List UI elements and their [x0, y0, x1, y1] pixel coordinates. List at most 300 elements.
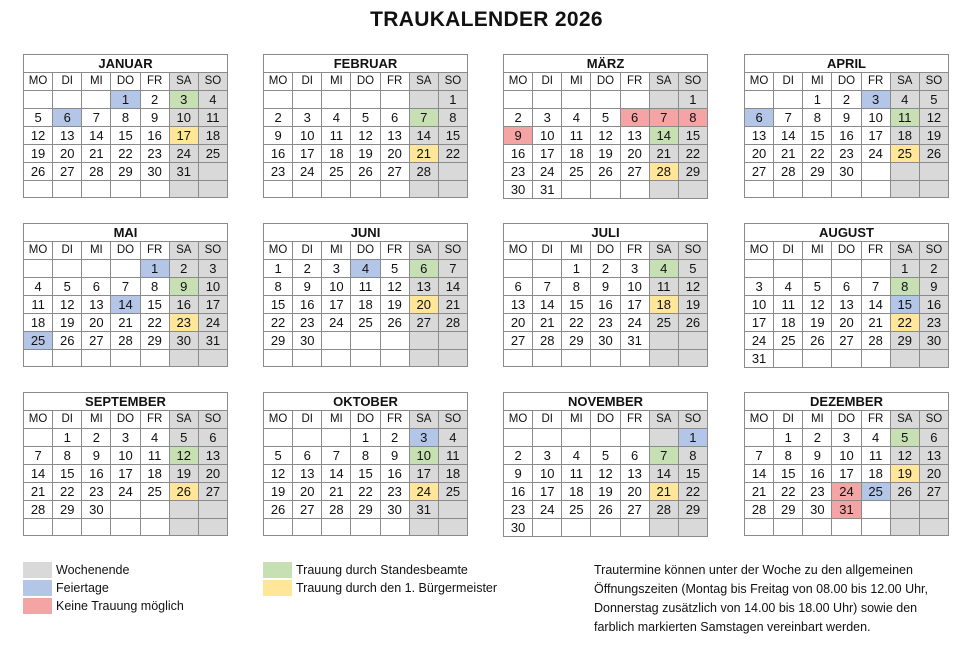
legend-label-holiday: Feiertage: [56, 581, 109, 595]
empty-cell: [198, 163, 227, 181]
weekday-header: SO: [678, 242, 707, 260]
day-cell: 27: [504, 332, 533, 350]
empty-cell: [649, 429, 678, 447]
month-7: [503, 223, 708, 367]
day-cell: 3: [409, 429, 438, 447]
day-cell: 2: [803, 429, 832, 447]
day-cell: 26: [53, 332, 82, 350]
legend-swatch-no-wedding: [23, 598, 52, 614]
day-cell: 21: [322, 483, 351, 501]
day-cell: 14: [745, 465, 774, 483]
day-cell: 10: [620, 278, 649, 296]
day-cell: 31: [533, 181, 562, 199]
empty-cell: [861, 350, 890, 368]
empty-cell: [678, 519, 707, 537]
day-cell: 1: [111, 91, 140, 109]
weekday-header: MO: [745, 242, 774, 260]
day-cell: 18: [562, 145, 591, 163]
empty-cell: [24, 519, 53, 536]
weekday-header: SA: [409, 411, 438, 429]
day-cell: 7: [745, 447, 774, 465]
day-cell: 16: [919, 296, 948, 314]
day-cell: 12: [919, 109, 948, 127]
day-cell: 17: [409, 465, 438, 483]
day-cell: 26: [591, 163, 620, 181]
day-cell: 29: [111, 163, 140, 181]
month-name: APRIL: [745, 55, 949, 73]
weekday-header: MI: [562, 411, 591, 429]
day-cell: 13: [919, 447, 948, 465]
empty-cell: [919, 181, 948, 198]
day-cell: 6: [53, 109, 82, 127]
day-cell: 30: [803, 501, 832, 519]
weekday-header: DI: [293, 411, 322, 429]
weekday-header: MO: [745, 411, 774, 429]
empty-cell: [264, 181, 293, 198]
empty-cell: [774, 260, 803, 278]
day-cell: 1: [803, 91, 832, 109]
empty-cell: [169, 181, 198, 198]
day-cell: 12: [591, 465, 620, 483]
day-cell: 14: [533, 296, 562, 314]
day-cell: 18: [351, 296, 380, 314]
day-cell: 24: [620, 314, 649, 332]
empty-cell: [890, 181, 919, 198]
day-cell: 16: [82, 465, 111, 483]
weekday-header: FR: [380, 411, 409, 429]
day-cell: 28: [24, 501, 53, 519]
empty-cell: [620, 181, 649, 199]
day-cell: 21: [649, 483, 678, 501]
day-cell: 5: [351, 109, 380, 127]
empty-cell: [803, 260, 832, 278]
day-cell: 8: [351, 447, 380, 465]
day-cell: 6: [620, 109, 649, 127]
day-cell: 22: [803, 145, 832, 163]
weekday-header: DO: [832, 411, 861, 429]
day-cell: 23: [504, 501, 533, 519]
day-cell: 24: [409, 483, 438, 501]
day-cell: 4: [649, 260, 678, 278]
weekday-header: MO: [504, 73, 533, 91]
day-cell: 31: [745, 350, 774, 368]
day-cell: 14: [649, 127, 678, 145]
day-cell: 27: [919, 483, 948, 501]
day-cell: 4: [24, 278, 53, 296]
weekday-header: SA: [409, 242, 438, 260]
day-cell: 26: [803, 332, 832, 350]
legend-label-registrar: Trauung durch Standesbeamte: [296, 563, 468, 577]
empty-cell: [169, 519, 198, 536]
day-cell: 15: [774, 465, 803, 483]
month-1: [23, 54, 228, 198]
day-cell: 29: [890, 332, 919, 350]
empty-cell: [53, 350, 82, 367]
weekday-header: MI: [803, 73, 832, 91]
day-cell: 23: [504, 163, 533, 181]
day-cell: 1: [890, 260, 919, 278]
month-name: JANUAR: [24, 55, 228, 73]
empty-cell: [111, 501, 140, 519]
day-cell: 16: [140, 127, 169, 145]
day-cell: 17: [533, 483, 562, 501]
empty-cell: [140, 181, 169, 198]
day-cell: 18: [140, 465, 169, 483]
day-cell: 31: [198, 332, 227, 350]
month-name: AUGUST: [745, 224, 949, 242]
day-cell: 14: [438, 278, 467, 296]
empty-cell: [649, 519, 678, 537]
empty-cell: [745, 91, 774, 109]
day-cell: 31: [620, 332, 649, 350]
day-cell: 9: [919, 278, 948, 296]
empty-cell: [533, 519, 562, 537]
day-cell: 21: [24, 483, 53, 501]
legend-swatch-weekend: [23, 562, 52, 578]
weekday-header: MO: [264, 242, 293, 260]
day-cell: 27: [620, 163, 649, 181]
day-cell: 16: [832, 127, 861, 145]
day-cell: 15: [111, 127, 140, 145]
day-cell: 14: [82, 127, 111, 145]
month-6: [263, 223, 468, 367]
empty-cell: [264, 350, 293, 367]
weekday-header: MO: [745, 73, 774, 91]
day-cell: 29: [264, 332, 293, 350]
day-cell: 28: [745, 501, 774, 519]
empty-cell: [82, 260, 111, 278]
day-cell: 26: [264, 501, 293, 519]
day-cell: 23: [82, 483, 111, 501]
day-cell: 6: [380, 109, 409, 127]
day-cell: 20: [620, 145, 649, 163]
day-cell: 2: [293, 260, 322, 278]
day-cell: 5: [380, 260, 409, 278]
day-cell: 25: [24, 332, 53, 350]
empty-cell: [198, 519, 227, 536]
day-cell: 18: [322, 145, 351, 163]
empty-cell: [438, 332, 467, 350]
day-cell: 15: [678, 127, 707, 145]
empty-cell: [504, 350, 533, 367]
day-cell: 20: [198, 465, 227, 483]
empty-cell: [322, 91, 351, 109]
day-cell: 2: [919, 260, 948, 278]
empty-cell: [649, 181, 678, 199]
day-cell: 22: [438, 145, 467, 163]
empty-cell: [351, 332, 380, 350]
month-name: NOVEMBER: [504, 393, 708, 411]
weekday-header: FR: [620, 242, 649, 260]
day-cell: 14: [322, 465, 351, 483]
day-cell: 1: [774, 429, 803, 447]
day-cell: 25: [198, 145, 227, 163]
day-cell: 13: [198, 447, 227, 465]
weekday-header: MI: [322, 242, 351, 260]
day-cell: 5: [678, 260, 707, 278]
weekday-header: SO: [678, 73, 707, 91]
day-cell: 12: [803, 296, 832, 314]
day-cell: 17: [111, 465, 140, 483]
empty-cell: [890, 519, 919, 536]
day-cell: 27: [409, 314, 438, 332]
day-cell: 9: [293, 278, 322, 296]
month-3: [503, 54, 708, 199]
month-9: [23, 392, 228, 536]
weekday-header: FR: [140, 242, 169, 260]
day-cell: 31: [409, 501, 438, 519]
day-cell: 5: [53, 278, 82, 296]
day-cell: 8: [438, 109, 467, 127]
day-cell: 2: [832, 91, 861, 109]
empty-cell: [82, 181, 111, 198]
month-name: MÄRZ: [504, 55, 708, 73]
day-cell: 24: [293, 163, 322, 181]
empty-cell: [591, 519, 620, 537]
weekday-header: SO: [919, 411, 948, 429]
empty-cell: [649, 332, 678, 350]
empty-cell: [409, 332, 438, 350]
day-cell: 26: [169, 483, 198, 501]
day-cell: 14: [774, 127, 803, 145]
empty-cell: [774, 181, 803, 198]
empty-cell: [53, 260, 82, 278]
empty-cell: [649, 91, 678, 109]
day-cell: 4: [322, 109, 351, 127]
day-cell: 12: [53, 296, 82, 314]
day-cell: 1: [562, 260, 591, 278]
day-cell: 6: [198, 429, 227, 447]
day-cell: 15: [562, 296, 591, 314]
day-cell: 7: [861, 278, 890, 296]
day-cell: 11: [140, 447, 169, 465]
weekday-header: FR: [380, 73, 409, 91]
empty-cell: [620, 519, 649, 537]
day-cell: 27: [745, 163, 774, 181]
day-cell: 8: [803, 109, 832, 127]
day-cell: 6: [504, 278, 533, 296]
weekday-header: DI: [293, 242, 322, 260]
weekday-header: FR: [861, 242, 890, 260]
day-cell: 16: [293, 296, 322, 314]
day-cell: 21: [861, 314, 890, 332]
empty-cell: [504, 91, 533, 109]
day-cell: 10: [533, 127, 562, 145]
day-cell: 28: [82, 163, 111, 181]
empty-cell: [53, 181, 82, 198]
day-cell: 2: [140, 91, 169, 109]
empty-cell: [533, 350, 562, 367]
day-cell: 13: [620, 127, 649, 145]
day-cell: 9: [380, 447, 409, 465]
day-cell: 16: [264, 145, 293, 163]
weekday-header: DI: [533, 242, 562, 260]
day-cell: 17: [620, 296, 649, 314]
day-cell: 21: [745, 483, 774, 501]
day-cell: 8: [774, 447, 803, 465]
empty-cell: [861, 181, 890, 198]
day-cell: 23: [169, 314, 198, 332]
weekday-header: MO: [264, 73, 293, 91]
day-cell: 15: [803, 127, 832, 145]
day-cell: 10: [169, 109, 198, 127]
empty-cell: [24, 350, 53, 367]
weekday-header: DO: [591, 73, 620, 91]
day-cell: 13: [380, 127, 409, 145]
empty-cell: [774, 519, 803, 536]
month-name: FEBRUAR: [264, 55, 468, 73]
day-cell: 17: [169, 127, 198, 145]
weekday-header: DO: [351, 73, 380, 91]
legend-swatch-registrar: [263, 562, 292, 578]
day-cell: 17: [293, 145, 322, 163]
empty-cell: [111, 519, 140, 536]
empty-cell: [82, 519, 111, 536]
day-cell: 21: [533, 314, 562, 332]
day-cell: 18: [24, 314, 53, 332]
day-cell: 8: [140, 278, 169, 296]
empty-cell: [591, 429, 620, 447]
day-cell: 22: [678, 145, 707, 163]
day-cell: 25: [890, 145, 919, 163]
empty-cell: [620, 350, 649, 367]
day-cell: 15: [351, 465, 380, 483]
month-name: SEPTEMBER: [24, 393, 228, 411]
day-cell: 17: [745, 314, 774, 332]
weekday-header: MI: [322, 411, 351, 429]
empty-cell: [438, 181, 467, 198]
weekday-header: SA: [890, 73, 919, 91]
weekday-header: MI: [803, 242, 832, 260]
legend-swatch-mayor: [263, 580, 292, 596]
empty-cell: [169, 350, 198, 367]
day-cell: 21: [111, 314, 140, 332]
day-cell: 19: [380, 296, 409, 314]
empty-cell: [24, 429, 53, 447]
day-cell: 11: [198, 109, 227, 127]
day-cell: 9: [169, 278, 198, 296]
month-4: [744, 54, 949, 198]
day-cell: 24: [745, 332, 774, 350]
empty-cell: [861, 163, 890, 181]
day-cell: 12: [24, 127, 53, 145]
day-cell: 13: [53, 127, 82, 145]
day-cell: 15: [53, 465, 82, 483]
day-cell: 22: [111, 145, 140, 163]
day-cell: 17: [861, 127, 890, 145]
empty-cell: [591, 91, 620, 109]
month-11: [503, 392, 708, 537]
day-cell: 23: [591, 314, 620, 332]
empty-cell: [322, 181, 351, 198]
day-cell: 22: [562, 314, 591, 332]
month-10: [263, 392, 468, 536]
day-cell: 10: [198, 278, 227, 296]
empty-cell: [351, 181, 380, 198]
day-cell: 11: [861, 447, 890, 465]
empty-cell: [409, 350, 438, 367]
day-cell: 21: [438, 296, 467, 314]
empty-cell: [82, 350, 111, 367]
day-cell: 8: [678, 109, 707, 127]
day-cell: 22: [264, 314, 293, 332]
day-cell: 5: [264, 447, 293, 465]
day-cell: 20: [919, 465, 948, 483]
empty-cell: [562, 181, 591, 199]
day-cell: 18: [562, 483, 591, 501]
day-cell: 1: [53, 429, 82, 447]
day-cell: 20: [504, 314, 533, 332]
day-cell: 2: [169, 260, 198, 278]
empty-cell: [861, 260, 890, 278]
weekday-header: DO: [351, 242, 380, 260]
day-cell: 23: [140, 145, 169, 163]
day-cell: 27: [82, 332, 111, 350]
weekday-header: DO: [591, 411, 620, 429]
day-cell: 19: [919, 127, 948, 145]
day-cell: 28: [111, 332, 140, 350]
day-cell: 20: [53, 145, 82, 163]
day-cell: 5: [24, 109, 53, 127]
day-cell: 26: [380, 314, 409, 332]
empty-cell: [24, 181, 53, 198]
day-cell: 11: [24, 296, 53, 314]
day-cell: 18: [890, 127, 919, 145]
day-cell: 25: [140, 483, 169, 501]
month-name: DEZEMBER: [745, 393, 949, 411]
day-cell: 28: [322, 501, 351, 519]
day-cell: 25: [861, 483, 890, 501]
day-cell: 11: [562, 465, 591, 483]
day-cell: 7: [649, 447, 678, 465]
empty-cell: [562, 350, 591, 367]
day-cell: 24: [322, 314, 351, 332]
legend-label-weekend: Wochenende: [56, 563, 130, 577]
day-cell: 9: [140, 109, 169, 127]
day-cell: 28: [774, 163, 803, 181]
empty-cell: [409, 91, 438, 109]
empty-cell: [380, 181, 409, 198]
empty-cell: [438, 501, 467, 519]
empty-cell: [198, 181, 227, 198]
day-cell: 12: [169, 447, 198, 465]
day-cell: 31: [169, 163, 198, 181]
day-cell: 19: [678, 296, 707, 314]
month-name: JULI: [504, 224, 708, 242]
day-cell: 30: [919, 332, 948, 350]
empty-cell: [409, 181, 438, 198]
empty-cell: [53, 91, 82, 109]
day-cell: 14: [861, 296, 890, 314]
info-note-line: Trautermine können unter der Woche zu den allgemeinen: [594, 563, 913, 577]
day-cell: 12: [380, 278, 409, 296]
empty-cell: [745, 429, 774, 447]
empty-cell: [169, 501, 198, 519]
empty-cell: [591, 350, 620, 367]
day-cell: 29: [140, 332, 169, 350]
empty-cell: [293, 429, 322, 447]
weekday-header: MO: [504, 411, 533, 429]
weekday-header: MI: [803, 411, 832, 429]
weekday-header: SO: [919, 242, 948, 260]
weekday-header: DO: [832, 242, 861, 260]
weekday-header: DI: [533, 411, 562, 429]
day-cell: 9: [591, 278, 620, 296]
weekday-header: DI: [533, 73, 562, 91]
day-cell: 13: [832, 296, 861, 314]
month-name: MAI: [24, 224, 228, 242]
empty-cell: [774, 350, 803, 368]
